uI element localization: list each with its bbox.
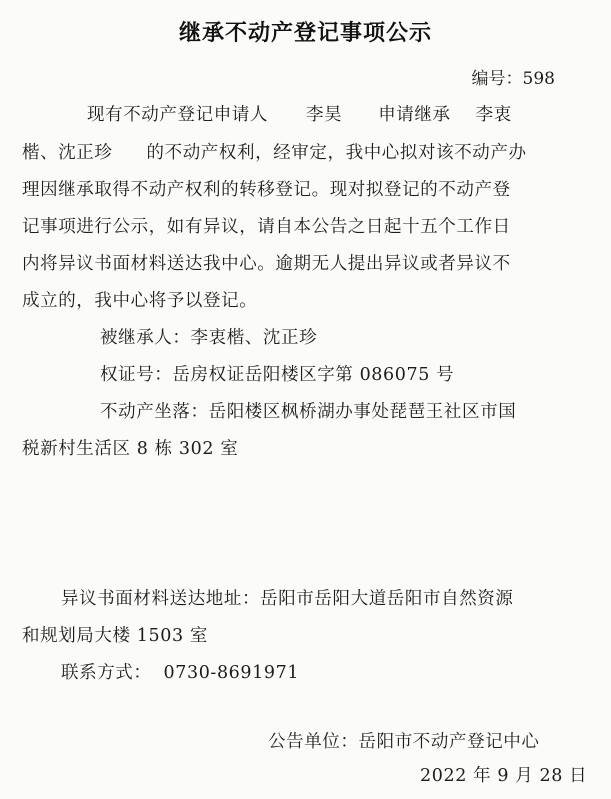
body-line-3: 理因继承取得不动产权利的转移登记。现对拟登记的不动产登	[22, 180, 511, 200]
decedent-rest: 楷、沈正珍	[22, 143, 113, 163]
decedent-value: 李衷楷、沈正珍	[190, 328, 318, 348]
serial-value: 598	[522, 69, 555, 89]
address-label: 异议书面材料送达地址：	[61, 589, 261, 609]
location-label: 不动产坐落：	[100, 402, 209, 422]
certificate-label: 权证号：	[100, 365, 173, 385]
phone-label: 联系方式：	[61, 663, 152, 683]
inherit-label: 申请继承	[378, 105, 451, 125]
address-row	[61, 585, 514, 610]
phone-value: 0730-8691971	[163, 663, 300, 683]
location-value-1: 岳阳楼区枫桥湖办事处琵琶王社区市国	[208, 402, 517, 422]
location-row-2: 税新村生活区 8 栋 302 室	[22, 439, 239, 459]
certificate-row	[100, 361, 454, 386]
issuer-label: 公告单位：	[268, 732, 359, 752]
body-line-1	[87, 101, 512, 126]
location-row	[100, 398, 516, 423]
decedent-first: 李衷	[475, 105, 512, 125]
serial-number	[472, 64, 555, 89]
p1-rest1: 的不动产权利，经审定，我中心拟对该不动产办	[146, 143, 527, 163]
decedent-label: 被继承人：	[100, 328, 191, 348]
serial-label: 编号：	[471, 69, 523, 89]
applicant-name: 李昊	[306, 105, 343, 125]
issue-date: 2022 年 9 月 28 日	[420, 766, 588, 786]
certificate-value: 岳房权证岳阳楼区字第 086075 号	[172, 365, 455, 385]
address-value-1: 岳阳市岳阳大道岳阳市自然资源	[260, 589, 514, 609]
body-line-6: 成立的，我中心将予以登记。	[22, 291, 258, 311]
issuer-row	[268, 728, 540, 753]
issuer-value: 岳阳市不动产登记中心	[358, 732, 540, 752]
body-line-2	[22, 139, 527, 164]
decedent-row	[100, 324, 317, 349]
body-line-5: 内将异议书面材料送达我中心。逾期无人提出异议或者异议不	[22, 254, 511, 274]
body-line-4: 记事项进行公示，如有异议，请自本公告之日起十五个工作日	[22, 217, 511, 237]
document-title: 继承不动产登记事项公示	[178, 21, 432, 46]
phone-row	[61, 659, 299, 684]
intro-lead: 现有不动产登记申请人	[87, 105, 268, 125]
address-row-2: 和规划局大楼 1503 室	[22, 626, 208, 646]
